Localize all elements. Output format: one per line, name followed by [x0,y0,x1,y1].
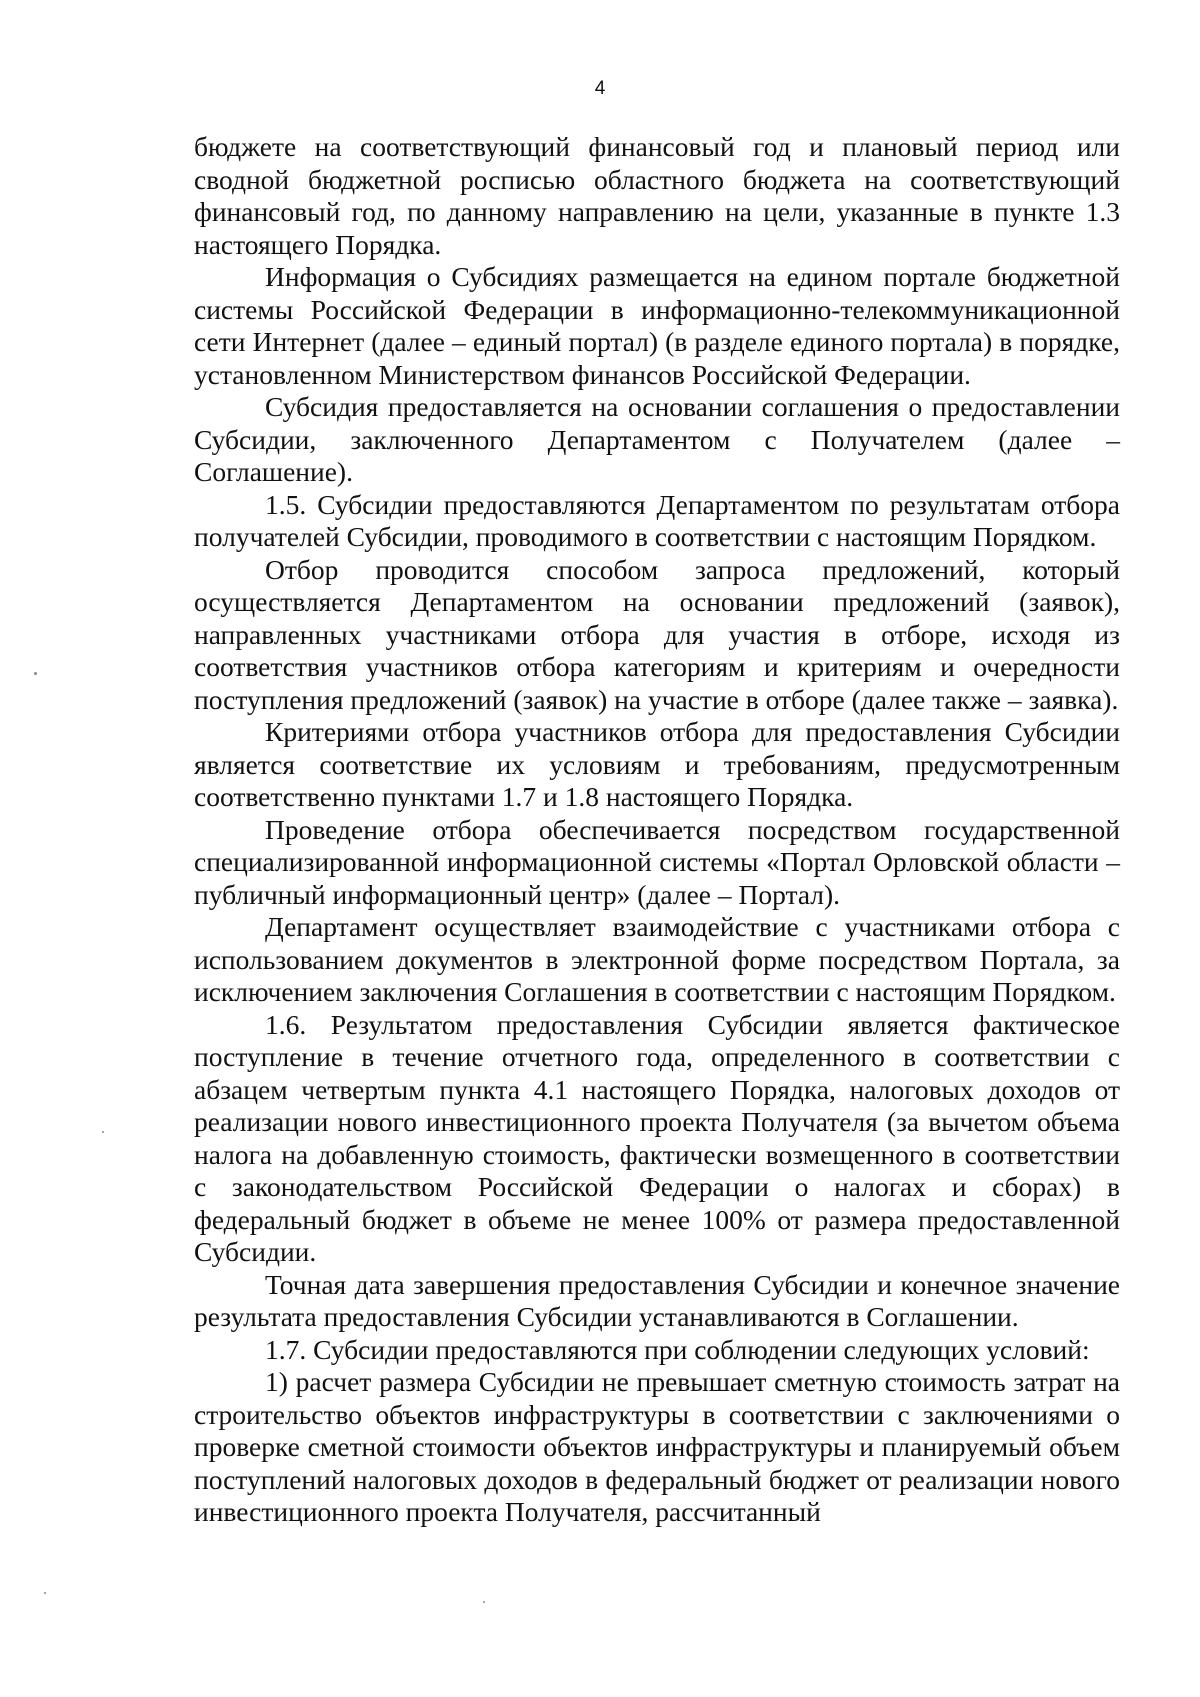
page-number: 4 [594,78,606,99]
paragraph-selection-method: Отбор проводится способом запроса предложений, который осуществляется Департаментом на основании предложений (заявок), направленных участниками отбора для участия в отборе, исходя из соответствия участников отбора категориям и критериям и очередности поступления предложений (заявок) на участие в отборе (далее также – заявка). [194,553,1120,715]
paragraph-budget-continuation: бюджете на соответствующий финансовый год и плановый период или сводной бюджетной росписью областного бюджета на соответствующий финансовый год, по данному направлению на цели, указанные в пункте 1.3 настоящего Порядка. [194,131,1120,260]
paragraph-subsidy-info-portal: Информация о Субсидиях размещается на едином портале бюджетной системы Российской Федерации в информационно-телекоммуникационной сети Интернет (далее – единый портал) (в разделе единого портала) в порядке, установленном Министерством финансов Российской Федерации. [194,261,1120,390]
paragraph-condition-1: 1) расчет размера Субсидии не превышает сметную стоимость затрат на строительство объектов инфраструктуры в соответствии с заключениями о проверке сметной стоимости объектов инфраструктуры и планируемый объем поступлений налоговых доходов в федеральный бюджет от реализации нового инвестиционного проекта Получателя, рассчитанный [194,1366,1120,1527]
scan-speck [102,1131,104,1133]
paragraph-clause-1-7: 1.7. Субсидии предоставляются при соблюдении следующих условий: [265,1333,1090,1365]
paragraph-department-interaction: Департамент осуществляет взаимодействие с участниками отбора с использованием документов в электронной форме посредством Портала, за исключением заключения Соглашения в соответствии с настоящим Порядком. [194,911,1120,1007]
paragraph-completion-date: Точная дата завершения предоставления Субсидии и конечное значение результата предоставления Субсидии устанавливаются в Соглашении. [194,1268,1120,1332]
paragraph-subsidy-agreement: Субсидия предоставляется на основании соглашения о предоставлении Субсидии, заключенного Департаментом с Получателем (далее – Соглашение). [194,391,1120,487]
scan-speck [483,1601,485,1603]
paragraph-clause-1-5: 1.5. Субсидии предоставляются Департаментом по результатам отбора получателей Субсидии, проводимого в соответствии с настоящим Порядком. [194,488,1120,552]
scan-speck [44,1592,46,1594]
document-body [194,131,1120,1529]
paragraph-selection-criteria: Критериями отбора участников отбора для предоставления Субсидии является соответствие их условиям и требованиям, предусмотренным соответственно пунктами 1.7 и 1.8 настоящего Порядка. [194,716,1120,812]
paragraph-clause-1-6: 1.6. Результатом предоставления Субсидии является фактическое поступление в течение отчетного года, определенного в соответствии с абзацем четвертым пункта 4.1 настоящего Порядка, налоговых доходов от реализации нового инвестиционного проекта Получателя (за вычетом объема налога на добавленную стоимость, фактически возмещенного в соответствии с законодательством Российской Федерации о налогах и сборах) в федеральный бюджет в объеме не менее 100% от размера предоставленной Субсидии. [194,1008,1120,1267]
scan-speck [34,672,37,675]
paragraph-selection-portal: Проведение отбора обеспечивается посредством государственной специализированной информационной системы «Портал Орловской области – публичный информационный центр» (далее – Портал). [194,813,1120,910]
